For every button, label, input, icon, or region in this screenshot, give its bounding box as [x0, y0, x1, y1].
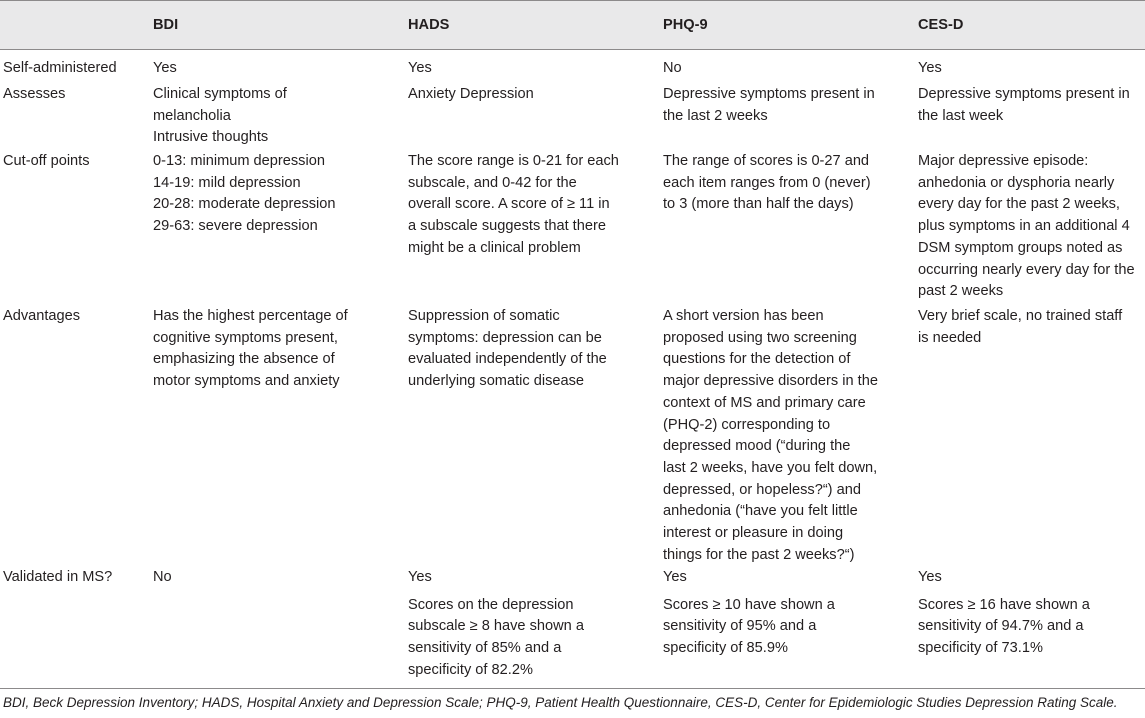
- cell-line: Yes: [918, 60, 942, 76]
- cell-line: anhedonia or dysphoria nearly: [918, 174, 1115, 191]
- cell-line: things for the past 2 weeks?“): [663, 546, 855, 563]
- cell-line: 14-19: mild depression: [153, 174, 301, 191]
- cell-phq9: [663, 306, 878, 566]
- cell-line: overall score. A score of ≥ 11 in: [408, 196, 610, 213]
- cell-line: Depressive symptoms present in: [918, 86, 1130, 102]
- cell-line: underlying somatic disease: [408, 373, 585, 390]
- cell-line: plus symptoms in an additional 4: [918, 218, 1130, 235]
- cell-line: DSM symptom groups noted as: [918, 239, 1123, 256]
- cell-line: a subscale suggests that there: [408, 218, 606, 235]
- cell-line: The range of scores is 0-27 and: [663, 153, 870, 169]
- cell-line: depressed, or hopeless?“) and: [663, 481, 861, 498]
- cell-line: emphasizing the absence of: [153, 351, 335, 368]
- cell-line: sensitivity of 95% and a: [663, 618, 817, 635]
- cell-cesd: [918, 306, 1122, 349]
- cell-line: interest or pleasure in doing: [663, 525, 844, 542]
- cell-phq9: [663, 84, 875, 127]
- cell-line: past 2 weeks: [918, 283, 1004, 300]
- cell-line: Yes: [918, 569, 942, 585]
- cell-line: Yes: [153, 60, 177, 76]
- cell-bdi: [153, 58, 177, 80]
- cell-line: Yes: [408, 60, 432, 76]
- cell-hads: [408, 84, 534, 106]
- cell-line: sensitivity of 94.7% and a: [918, 618, 1084, 635]
- cell-bdi: [153, 567, 172, 589]
- header-bdi: BDI: [153, 17, 179, 33]
- row-label: Advantages: [3, 308, 81, 324]
- cell-line: Has the highest percentage of: [153, 308, 348, 324]
- cell-line: Suppression of somatic: [408, 308, 560, 324]
- cell-line: depressed mood (“during the: [663, 438, 851, 455]
- cell-hads: [408, 567, 584, 682]
- cell-phq9: [663, 58, 682, 80]
- cell-line: A short version has been: [663, 308, 824, 324]
- cell-line: 29-63: severe depression: [153, 218, 318, 235]
- cell-line: evaluated independently of the: [408, 351, 607, 368]
- row-label: Validated in MS?: [3, 569, 113, 585]
- cell-line: Intrusive thoughts: [153, 129, 269, 146]
- cell-bdi: [153, 306, 348, 393]
- cell-line: The score range is 0-21 for each: [408, 153, 619, 169]
- cell-line: the last week: [918, 107, 1004, 124]
- cell-cesd: [918, 58, 942, 80]
- cell-line: questions for the detection of: [663, 351, 851, 368]
- cell-line: (PHQ-2) corresponding to: [663, 416, 831, 433]
- cell-line: anhedonia (“have you felt little: [663, 503, 858, 520]
- cell-line: last 2 weeks, have you felt down,: [663, 459, 878, 476]
- row-label: Cut-off points: [3, 153, 90, 169]
- cell-line: Very brief scale, no trained staff: [918, 308, 1123, 324]
- bottom-rule: [0, 688, 1145, 689]
- cell-hads: [408, 58, 432, 80]
- cell-line: No: [153, 569, 172, 585]
- cell-line: specificity of 85.9%: [663, 640, 788, 657]
- cell-line: every day for the past 2 weeks,: [918, 196, 1120, 213]
- cell-cesd: [918, 84, 1130, 127]
- header-rule: [0, 49, 1145, 50]
- cell-line: subscale ≥ 8 have shown a: [408, 618, 584, 635]
- cell-hads: [408, 151, 619, 260]
- cell-line: Yes: [408, 569, 432, 585]
- cell-line: each item ranges from 0 (never): [663, 174, 871, 191]
- cell-line: is needed: [918, 329, 982, 346]
- cell-line: subscale, and 0-42 for the: [408, 174, 577, 191]
- cell-phq9: [663, 151, 871, 216]
- cell-line: specificity of 73.1%: [918, 640, 1043, 657]
- table-footnote: BDI, Beck Depression Inventory; HADS, Hospital Anxiety and Depression Scale; PHQ-9, Patient Health Questionnaire, CES-D, Center for Epidemiologic Studies Depression Rating Scale.: [3, 695, 1118, 710]
- cell-hads: [408, 306, 607, 393]
- row-label: Assesses: [3, 86, 66, 102]
- cell-line: might be a clinical problem: [408, 239, 581, 256]
- cell-bdi: [153, 84, 287, 149]
- row-label: Self-administered: [3, 60, 117, 76]
- cell-line: to 3 (more than half the days): [663, 196, 854, 213]
- cell-line: specificity of 82.2%: [408, 661, 533, 678]
- cell-line: Clinical symptoms of: [153, 86, 287, 102]
- cell-line: 0-13: minimum depression: [153, 153, 325, 169]
- cell-line: Scores ≥ 10 have shown a: [663, 596, 835, 613]
- cell-line: Yes: [663, 569, 687, 585]
- cell-line: Major depressive episode:: [918, 153, 1089, 169]
- cell-line: melancholia: [153, 107, 231, 124]
- cell-line: motor symptoms and anxiety: [153, 373, 340, 390]
- cell-line: Scores on the depression: [408, 596, 574, 613]
- cell-line: Anxiety Depression: [408, 86, 534, 102]
- top-rule: [0, 0, 1145, 1]
- cell-line: symptoms: depression can be: [408, 329, 602, 346]
- cell-line: No: [663, 60, 682, 76]
- cell-line: Depressive symptoms present in: [663, 86, 875, 102]
- cell-cesd: [918, 151, 1135, 303]
- cell-line: 20-28: moderate depression: [153, 196, 336, 213]
- cell-line: sensitivity of 85% and a: [408, 640, 562, 657]
- cell-line: cognitive symptoms present,: [153, 329, 338, 346]
- cell-line: occurring nearly every day for the: [918, 261, 1135, 278]
- cell-phq9: [663, 567, 835, 660]
- cell-line: major depressive disorders in the: [663, 373, 878, 390]
- cell-line: the last 2 weeks: [663, 107, 768, 124]
- cell-line: proposed using two screening: [663, 329, 857, 346]
- cell-bdi: [153, 151, 336, 238]
- header-hads: HADS: [408, 17, 450, 33]
- cell-line: Scores ≥ 16 have shown a: [918, 596, 1090, 613]
- cell-line: context of MS and primary care: [663, 394, 866, 411]
- cell-cesd: [918, 567, 1090, 660]
- header-phq9: PHQ-9: [663, 17, 708, 33]
- header-cesd: CES-D: [918, 17, 964, 33]
